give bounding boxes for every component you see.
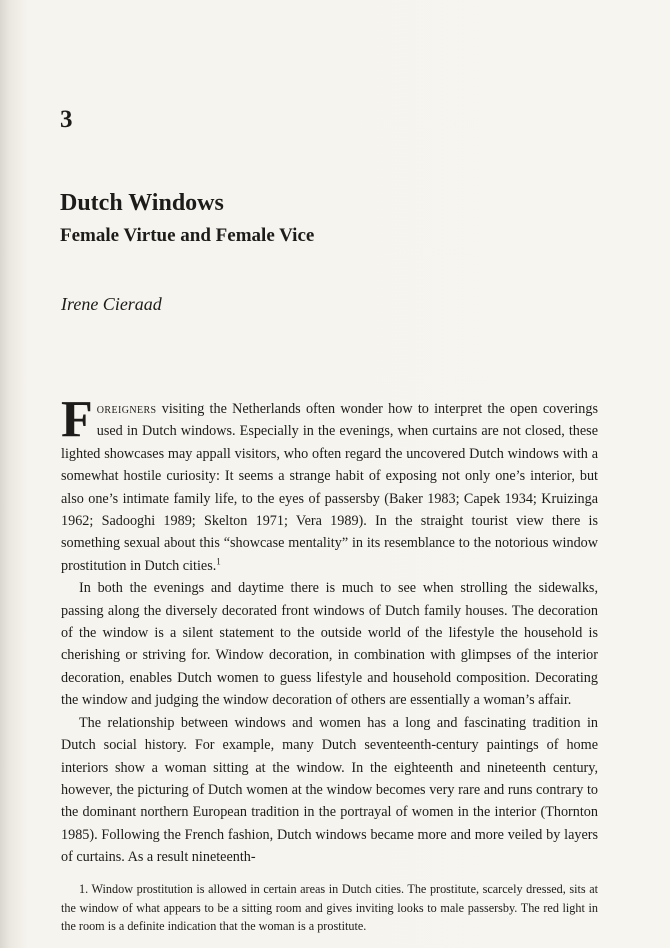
paragraph-1 [61,391,598,577]
chapter-number: 3 [60,106,73,133]
paragraph-3: The relationship between windows and women has a long and fascinating tradition in Dutch social history. For example, many Dutch seventeenth-century paintings of home interiors show a woman sitting at the window. In the eighteenth and nineteenth century, however, the picturing of Dutch women at the window becomes very rare and runs contrary to the dominant northern European tradition in the portrayal of women in the interior (Thornton 1985). Following the French fashion, Dutch windows became more and more veiled by layers of curtains. As a result nineteenth- [61,714,598,866]
body-text [61,391,598,869]
opening-smallcaps: oreigners [96,401,157,417]
footnote-reference[interactable]: 1 [216,556,221,567]
author-name: Irene Cieraad [61,294,162,314]
paragraph-1-text: visiting the Netherlands often wonder how to interpret the open coverings used in Dutch windows. Especially in the evenings, when curtains are not closed, these lighted showcases may appall visitors, who often regard the uncovered Dutch windows with a somewhat hostile curiosity: It seems a strange habit of exposing not only one’s interior, but also one’s intimate family life, to the eyes of passersby (Baker 1983; Capek 1934; Kruizinga 1962; Sadooghi 1989; Skelton 1971; Vera 1989). In the straight tourist view there is something sexual about this “showcase mentality” in its resemblance to the notorious window prostitution in Dutch cities. [61,401,598,574]
footnote-text: 1. Window prostitution is allowed in certain areas in Dutch cities. The prostitute, scarcely dressed, sits at the window of what appears to be a sitting room and gives inviting looks to male passersby. The red light in the room is a definite indication that the woman is a prostitute. [61,882,598,933]
drop-cap: F [61,391,93,448]
paragraph-2: In both the evenings and daytime there is much to see when strolling the sidewalks, passing along the diversely decorated front windows of Dutch family houses. The decoration of the window is a silent statement to the outside world of the lifestyle the household is cherishing or striving for. Window decoration, in combination with glimpses of the interior decoration, enables Dutch women to guess lifestyle and household composition. Decorating the window and judging the window decoration of others are essentially a woman’s affair. [61,580,598,709]
footnote [61,880,598,936]
chapter-title: Dutch Windows [60,190,224,216]
chapter-subtitle: Female Virtue and Female Vice [60,225,315,246]
